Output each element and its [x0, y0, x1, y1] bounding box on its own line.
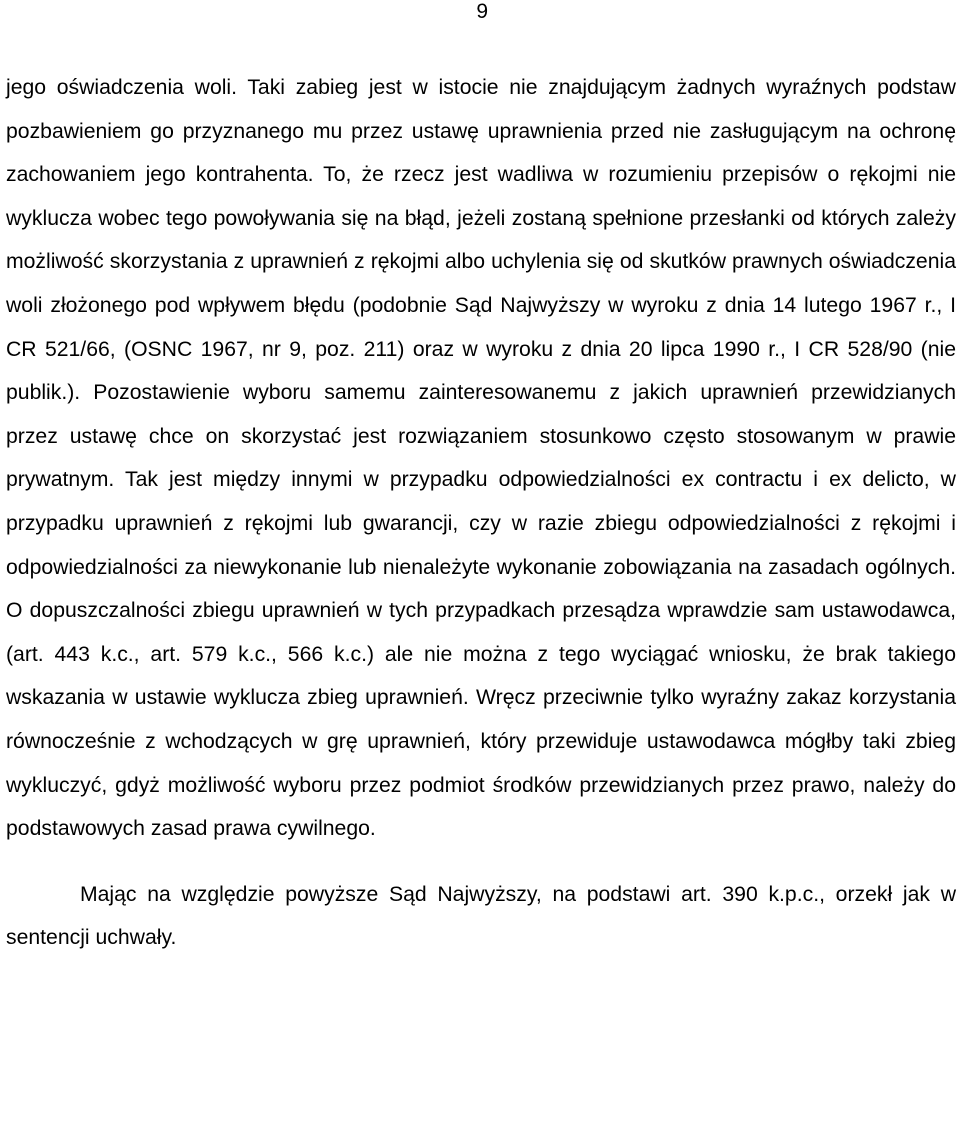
- page-number: 9: [476, 0, 488, 23]
- document-body: [6, 66, 956, 960]
- paragraph-main: jego oświadczenia woli. Taki zabieg jest w istocie nie znajdującym żadnych wyraźnych podstaw pozbawieniem go przyznanego mu przez ustawę uprawnienia przed nie zasługującym na ochronę zachowaniem jego kontrahenta. To, że rzecz jest wadliwa w rozumieniu przepisów o rękojmi nie wyklucza wobec tego powoływania się na błąd, jeżeli zostaną spełnione przesłanki od których zależy możliwość skorzystania z uprawnień z rękojmi albo uchylenia się od skutków prawnych oświadczenia woli złożonego pod wpływem błędu (podobnie Sąd Najwyższy w wyroku z dnia 14 lutego 1967 r., I CR 521/66, (OSNC 1967, nr 9, poz. 211) oraz w wyroku z dnia 20 lipca 1990 r., I CR 528/90 (nie publik.). Pozostawienie wyboru samemu zainteresowanemu z jakich uprawnień przewidzianych przez ustawę chce on skorzystać jest rozwiązaniem stosunkowo często stosowanym w prawie prywatnym. Tak jest między innymi w przypadku odpowiedzialności ex contractu i ex delicto, w przypadku uprawnień z rękojmi lub gwarancji, czy w razie zbiegu odpowiedzialności z rękojmi i odpowiedzialności za niewykonanie lub nienależyte wykonanie zobowiązania na zasadach ogólnych. O dopuszczalności zbiegu uprawnień w tych przypadkach przesądza wprawdzie sam ustawodawca, (art. 443 k.c., art. 579 k.c., 566 k.c.) ale nie można z tego wyciągać wniosku, że brak takiego wskazania w ustawie wyklucza zbieg uprawnień. Wręcz przeciwnie tylko wyraźny zakaz korzystania równocześnie z wchodzących w grę uprawnień, który przewiduje ustawodawca mógłby taki zbieg wykluczyć, gdyż możliwość wyboru przez podmiot środków przewidzianych przez prawo, należy do podstawowych zasad prawa cywilnego.: [6, 76, 956, 841]
- paragraph-conclusion: Mając na względzie powyższe Sąd Najwyższy, na podstawi art. 390 k.p.c., orzekł jak w sentencji uchwały.: [6, 882, 956, 950]
